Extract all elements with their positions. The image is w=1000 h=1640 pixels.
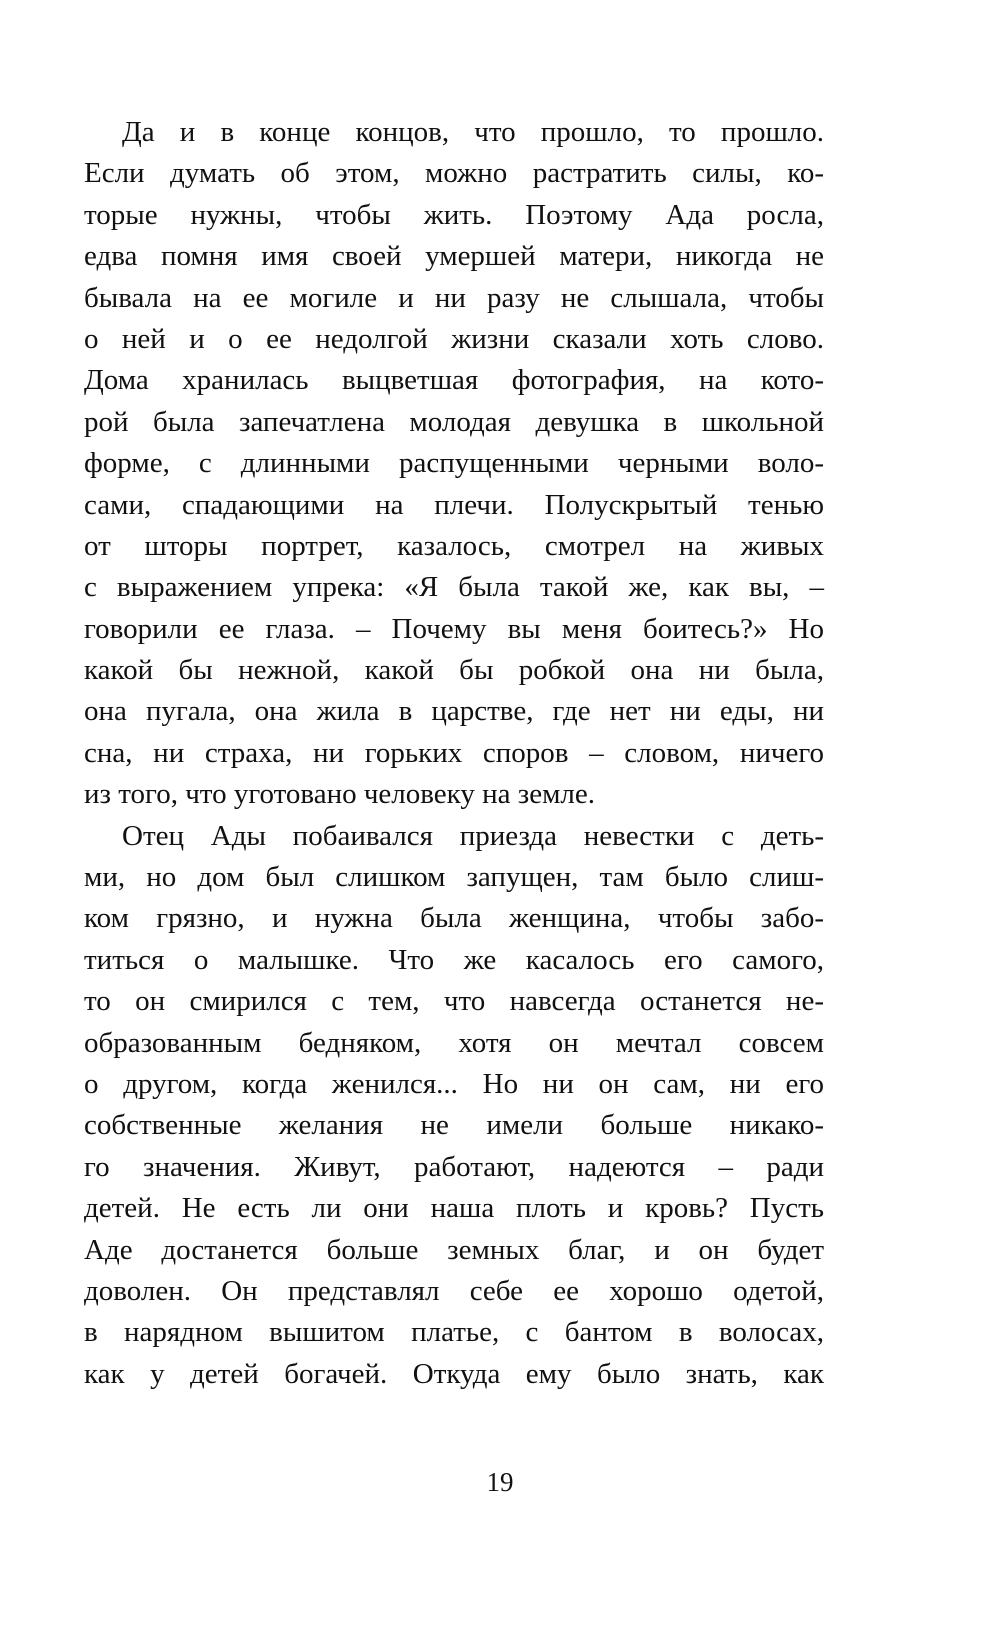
text-line: едва помня имя своей умершей матери, никогда не: [84, 240, 824, 273]
text-line: сами, спадающими на плечи. Полускрытый тенью: [84, 488, 824, 521]
text-line: го значения. Живут, работают, надеются – ради: [84, 1150, 824, 1183]
text-line: о другом, когда женился... Но ни он сам, ни его: [84, 1067, 824, 1100]
text-line: доволен. Он представлял себе ее хорошо одетой,: [84, 1274, 824, 1307]
text-line: Да и в конце концов, что прошло, то прошло.: [122, 116, 824, 148]
text-line: от шторы портрет, казалось, смотрел на живых: [84, 529, 824, 562]
text-line: рой была запечатлена молодая девушка в школьной: [84, 405, 824, 438]
text-line: из того, что уготовано человеку на земле.: [84, 778, 596, 811]
text-line: собственные желания не имели больше никако-: [84, 1109, 824, 1142]
text-line: бывала на ее могиле и ни разу не слышала, чтобы: [84, 281, 824, 314]
text-line: она пугала, она жила в царстве, где нет ни еды, ни: [84, 695, 824, 728]
paragraph-1: [84, 112, 824, 816]
text-line: в нарядном вышитом платье, с бантом в волосах,: [84, 1316, 824, 1349]
text-line: говорили ее глаза. – Почему вы меня боитесь?» Но: [84, 612, 824, 645]
text-line: сна, ни страха, ни горьких споров – словом, ничего: [84, 736, 824, 769]
text-line: детей. Не есть ли они наша плоть и кровь? Пусть: [84, 1192, 824, 1225]
text-line: торые нужны, чтобы жить. Поэтому Ада росла,: [84, 198, 824, 231]
text-line: с выражением упрека: «Я была такой же, как вы, –: [84, 571, 824, 604]
text-line: то он смирился с тем, что навсегда останется не-: [84, 985, 824, 1018]
text-line: титься о малышке. Что же касалось его самого,: [84, 943, 824, 976]
text-line: ком грязно, и нужна была женщина, чтобы забо-: [84, 902, 824, 935]
text-line: образованным бедняком, хотя он мечтал совсем: [84, 1026, 824, 1059]
body-text: [84, 112, 824, 1395]
text-line: Дома хранилась выцветшая фотография, на кото-: [84, 364, 824, 397]
text-line: Аде достанется больше земных благ, и он будет: [84, 1233, 824, 1266]
text-line: как у детей богачей. Откуда ему было знать, как: [84, 1357, 824, 1390]
paragraph-2: [84, 816, 824, 1395]
text-line: Отец Ады побаивался приезда невестки с деть-: [122, 819, 824, 852]
text-line: ми, но дом был слишком запущен, там было слиш-: [84, 861, 824, 894]
text-line: Если думать об этом, можно растратить силы, ко-: [84, 157, 824, 190]
page-number: 19: [486, 1467, 514, 1497]
text-line: о ней и о ее недолгой жизни сказали хоть слово.: [84, 322, 824, 355]
text-line: какой бы нежной, какой бы робкой она ни была,: [84, 654, 824, 687]
text-line: форме, с длинными распущенными черными воло-: [84, 447, 824, 480]
